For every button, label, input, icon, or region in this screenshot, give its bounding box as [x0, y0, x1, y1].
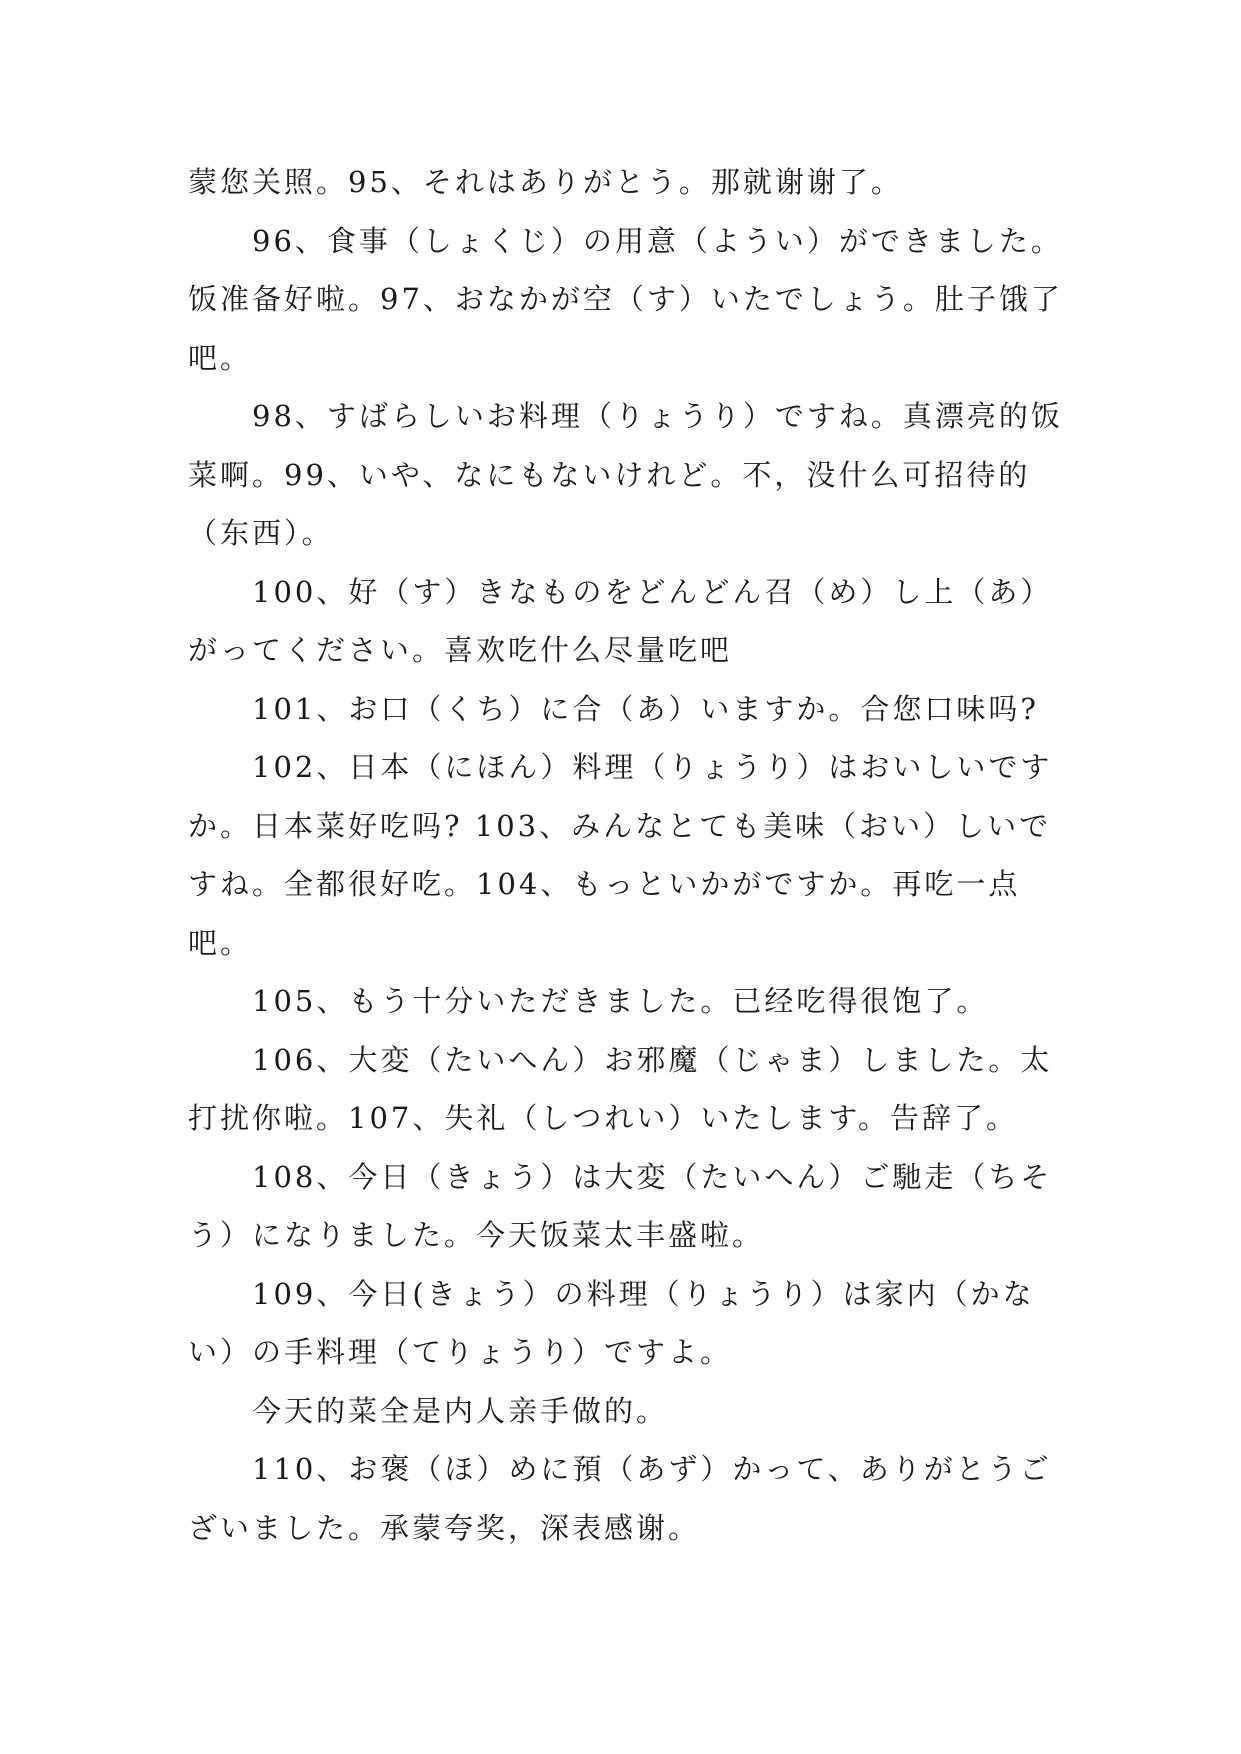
paragraph-6: 102、日本（にほん）料理（りょうり）はおいしいですか。日本菜好吃吗? 103、みんなとても美味（おい）しいですね。全都很好吃。104、もっといかがですか。再吃一点吧。	[188, 750, 1053, 960]
paragraph-3: 98、すばらしいお料理（りょうり）ですね。真漂亮的饭菜啊。99、いや、なにもないけれど。不，没什么可招待的（东西）。	[188, 399, 1063, 550]
paragraph-8: 106、大変（たいへん）お邪魔（じゃま）しました。太打扰你啦。107、失礼（しつれい）いたします。告辞了。	[188, 1042, 1053, 1135]
paragraph-7: 105、もう十分いただきました。已经吃得很饱了。	[252, 984, 989, 1018]
paragraph-1: 蒙您关照。95、それはありがとう。那就谢谢了。	[188, 165, 903, 199]
paragraph-4: 100、好（す）きなものをどんどん召（め）し上（あ）がってください。喜欢吃什么尽量吃吧	[188, 574, 1053, 667]
paragraph-9: 108、今日（きょう）は大変（たいへん）ご馳走（ちそう）になりました。今天饭菜太丰盛啦。	[188, 1159, 1053, 1252]
paragraph-2: 96、食事（しょくじ）の用意（ようい）ができました。饭准备好啦。97、おなかが空（す）いたでしょう。肚子饿了吧。	[188, 223, 1063, 375]
paragraph-11: 今天的菜全是内人亲手做的。	[252, 1393, 669, 1428]
paragraph-12: 110、お褒（ほ）めに預（あず）かって、ありがとうございました。承蒙夸奖，深表感谢。	[188, 1452, 1052, 1545]
paragraph-10: 109、今日(きょう）の料理（りょうり）は家内（かない）の手料理（てりょうり）ですよ。	[188, 1276, 1035, 1369]
document-body	[188, 153, 1068, 1557]
paragraph-5: 101、お口（くち）に合（あ）いますか。合您口味吗?	[252, 691, 1039, 726]
